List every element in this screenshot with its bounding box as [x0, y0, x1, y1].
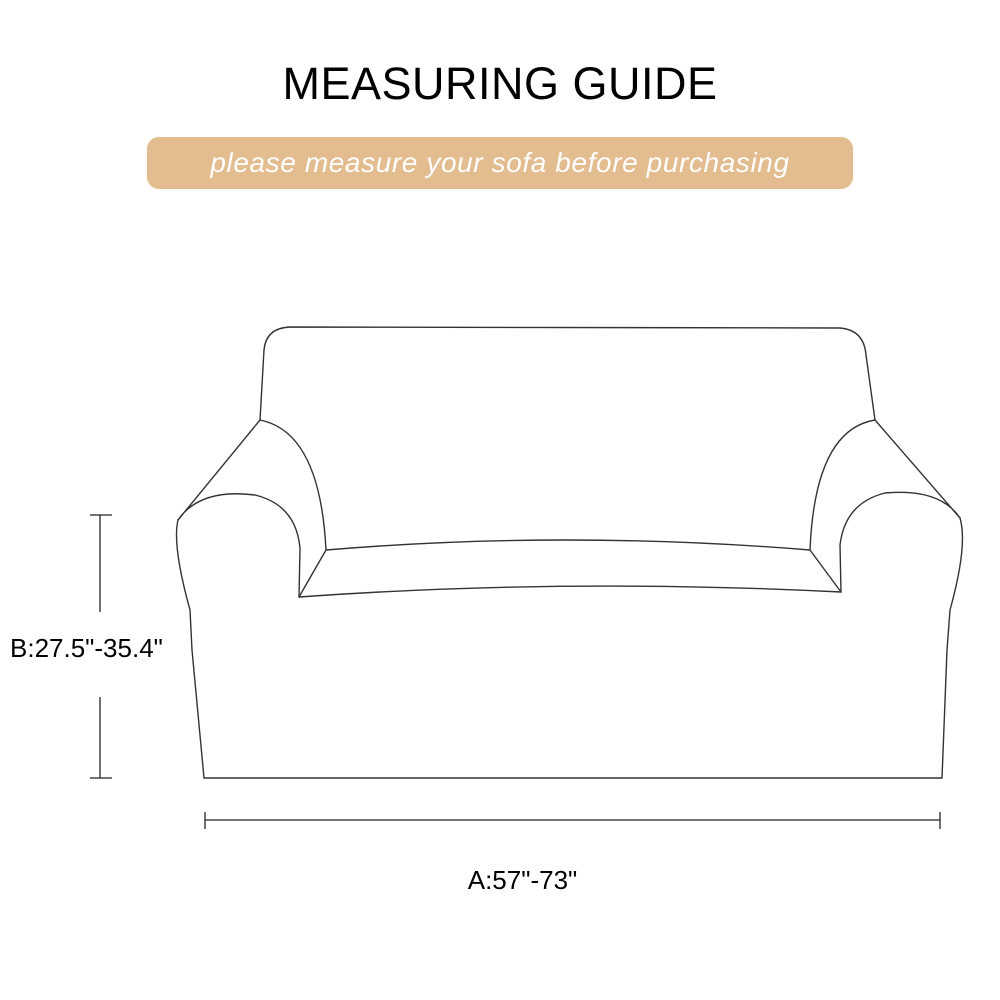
- subtitle-text: please measure your sofa before purchasing: [210, 147, 790, 178]
- sofa-seat: [299, 540, 841, 597]
- sofa-body: [177, 518, 963, 778]
- sofa-right-arm: [810, 420, 960, 592]
- width-indicator: [205, 812, 940, 829]
- sofa-backrest: [260, 327, 875, 420]
- height-label: B:27.5"-35.4": [10, 633, 163, 663]
- width-label: A:57"-73": [467, 865, 578, 895]
- sofa-left-arm: [178, 420, 326, 597]
- page-title: MEASURING GUIDE: [282, 58, 718, 109]
